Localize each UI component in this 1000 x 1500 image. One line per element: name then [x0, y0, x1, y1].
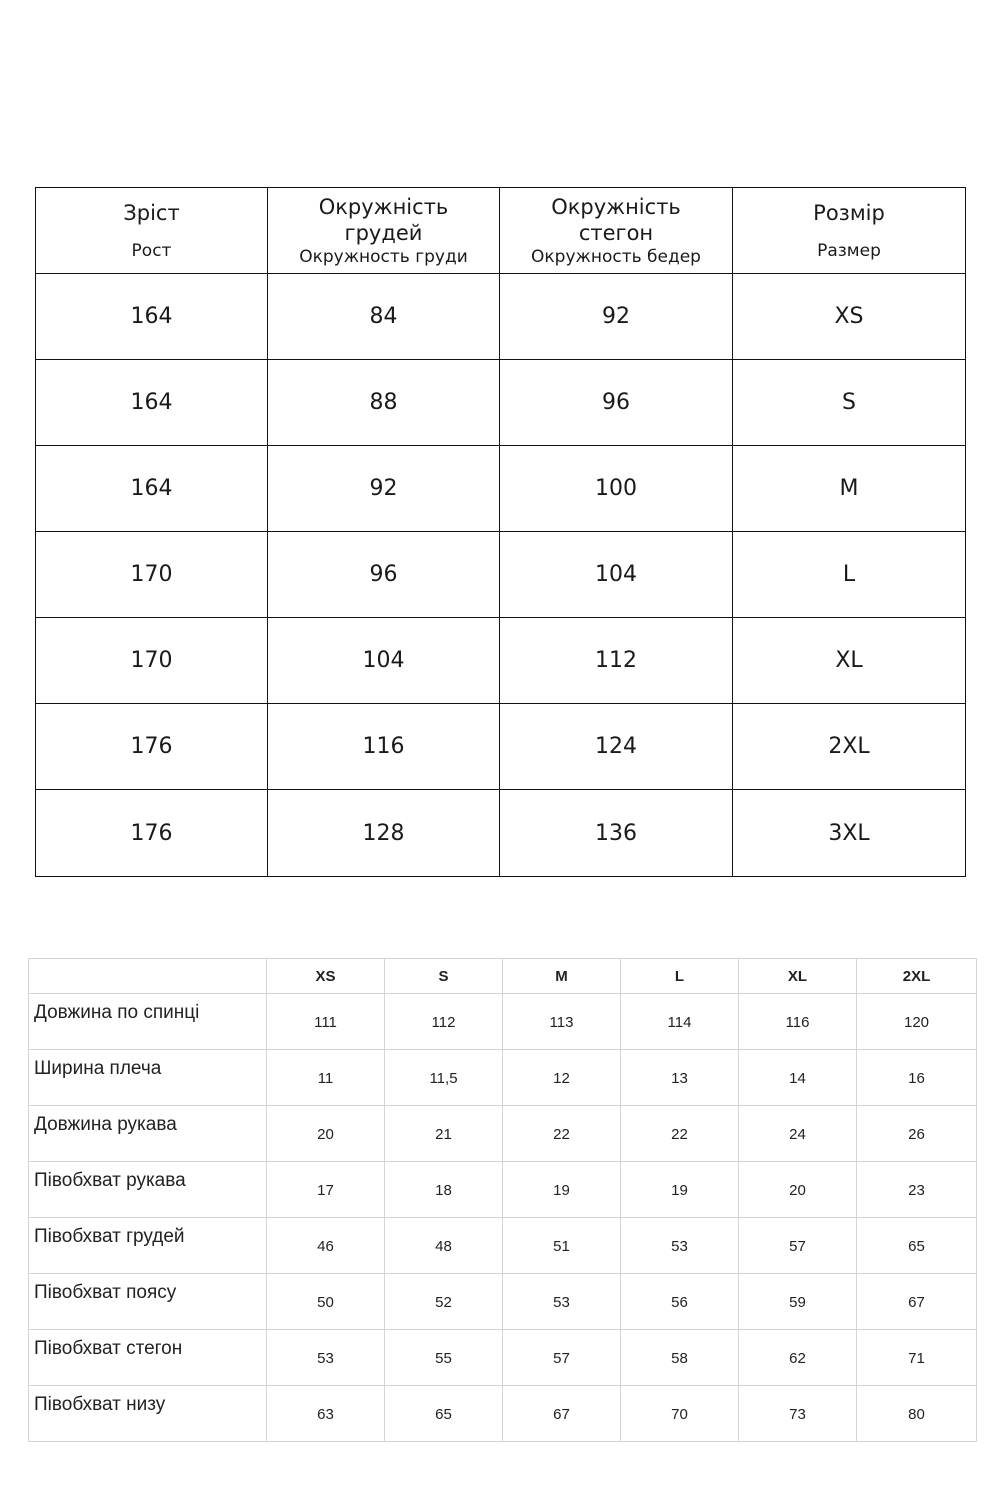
measurement-value: 120: [857, 994, 977, 1050]
measurement-value: 65: [385, 1386, 503, 1442]
size-row: [36, 790, 966, 877]
size-cell: 100: [500, 446, 733, 532]
measurement-label: Півобхват стегон: [29, 1330, 267, 1386]
measurement-value: 23: [857, 1162, 977, 1218]
measurement-row: [29, 1106, 977, 1162]
measurement-row: [29, 1050, 977, 1106]
size-cell: XL: [733, 618, 966, 704]
size-column-header: XS: [267, 959, 385, 994]
measurement-value: 55: [385, 1330, 503, 1386]
measurement-value: 57: [503, 1330, 621, 1386]
size-cell: 124: [500, 704, 733, 790]
measurement-value: 112: [385, 994, 503, 1050]
size-cell: S: [733, 360, 966, 446]
measurement-value: 48: [385, 1218, 503, 1274]
measurement-value: 14: [739, 1050, 857, 1106]
measurement-value: 56: [621, 1274, 739, 1330]
measurement-value: 114: [621, 994, 739, 1050]
size-cell: 92: [500, 274, 733, 360]
measurement-value: 11: [267, 1050, 385, 1106]
size-cell: 176: [36, 790, 268, 877]
size-row: [36, 618, 966, 704]
size-cell: 88: [268, 360, 500, 446]
size-chart-table: [35, 187, 966, 877]
measurement-value: 67: [503, 1386, 621, 1442]
measurement-value: 53: [267, 1330, 385, 1386]
header-sub: Размер: [817, 240, 881, 261]
measurement-row: [29, 1386, 977, 1442]
size-cell: 104: [268, 618, 500, 704]
measurement-label: Ширина плеча: [29, 1050, 267, 1106]
measurement-label: Півобхват поясу: [29, 1274, 267, 1330]
size-row: [36, 360, 966, 446]
size-cell: 164: [36, 274, 268, 360]
measurement-value: 18: [385, 1162, 503, 1218]
header-main: Окружність грудей: [318, 194, 449, 245]
size-row: [36, 274, 966, 360]
measurement-value: 20: [739, 1162, 857, 1218]
size-cell: 164: [36, 446, 268, 532]
size-cell: 2XL: [733, 704, 966, 790]
measurement-value: 20: [267, 1106, 385, 1162]
header-main: Розмір: [813, 200, 885, 225]
measurement-value: 12: [503, 1050, 621, 1106]
measurement-row: [29, 1330, 977, 1386]
measurement-value: 17: [267, 1162, 385, 1218]
measurement-value: 22: [503, 1106, 621, 1162]
size-cell: 176: [36, 704, 268, 790]
measurement-value: 16: [857, 1050, 977, 1106]
size-cell: 96: [268, 532, 500, 618]
size-cell: 170: [36, 618, 268, 704]
corner-cell: [29, 959, 267, 994]
measurement-value: 63: [267, 1386, 385, 1442]
header-height: [36, 188, 268, 274]
size-row: [36, 532, 966, 618]
measurement-row: [29, 994, 977, 1050]
size-cell: XS: [733, 274, 966, 360]
size-row: [36, 446, 966, 532]
size-cell: 104: [500, 532, 733, 618]
measurements-header-row: [29, 959, 977, 994]
measurement-value: 71: [857, 1330, 977, 1386]
measurement-value: 70: [621, 1386, 739, 1442]
measurement-row: [29, 1218, 977, 1274]
measurement-value: 59: [739, 1274, 857, 1330]
measurement-value: 22: [621, 1106, 739, 1162]
measurement-value: 24: [739, 1106, 857, 1162]
measurement-label: Півобхват низу: [29, 1386, 267, 1442]
measurement-value: 50: [267, 1274, 385, 1330]
size-column-header: M: [503, 959, 621, 994]
measurement-value: 67: [857, 1274, 977, 1330]
measurement-label: Півобхват рукава: [29, 1162, 267, 1218]
size-column-header: L: [621, 959, 739, 994]
measurement-value: 62: [739, 1330, 857, 1386]
measurement-value: 53: [503, 1274, 621, 1330]
measurement-label: Півобхват грудей: [29, 1218, 267, 1274]
header-size: [733, 188, 966, 274]
size-cell: 170: [36, 532, 268, 618]
size-column-header: XL: [739, 959, 857, 994]
size-cell: 92: [268, 446, 500, 532]
measurement-value: 116: [739, 994, 857, 1050]
measurement-value: 58: [621, 1330, 739, 1386]
size-cell: 164: [36, 360, 268, 446]
measurement-row: [29, 1162, 977, 1218]
size-cell: 96: [500, 360, 733, 446]
measurement-value: 111: [267, 994, 385, 1050]
measurement-value: 80: [857, 1386, 977, 1442]
measurement-value: 57: [739, 1218, 857, 1274]
header-sub: Рост: [131, 240, 172, 261]
header-chest: [268, 188, 500, 274]
size-chart-header-row: [36, 188, 966, 274]
header-sub: Окружность бедер: [531, 246, 701, 267]
measurement-value: 73: [739, 1386, 857, 1442]
header-main: Окружність стегон: [551, 194, 681, 245]
size-cell: 128: [268, 790, 500, 877]
measurement-value: 26: [857, 1106, 977, 1162]
header-main: Зріст: [123, 200, 180, 225]
measurement-value: 65: [857, 1218, 977, 1274]
measurement-value: 113: [503, 994, 621, 1050]
measurement-label: Довжина по спинці: [29, 994, 267, 1050]
size-cell: 136: [500, 790, 733, 877]
measurement-value: 53: [621, 1218, 739, 1274]
size-cell: 3XL: [733, 790, 966, 877]
size-row: [36, 704, 966, 790]
size-column-header: 2XL: [857, 959, 977, 994]
size-cell: 112: [500, 618, 733, 704]
measurement-value: 51: [503, 1218, 621, 1274]
measurement-label: Довжина рукава: [29, 1106, 267, 1162]
measurement-value: 13: [621, 1050, 739, 1106]
size-column-header: S: [385, 959, 503, 994]
measurement-value: 21: [385, 1106, 503, 1162]
size-cell: 116: [268, 704, 500, 790]
measurement-value: 11,5: [385, 1050, 503, 1106]
measurement-value: 19: [503, 1162, 621, 1218]
size-cell: L: [733, 532, 966, 618]
measurement-value: 52: [385, 1274, 503, 1330]
measurement-row: [29, 1274, 977, 1330]
measurement-value: 19: [621, 1162, 739, 1218]
header-hips: [500, 188, 733, 274]
measurements-table: [28, 958, 977, 1442]
size-cell: M: [733, 446, 966, 532]
size-cell: 84: [268, 274, 500, 360]
measurement-value: 46: [267, 1218, 385, 1274]
header-sub: Окружность груди: [299, 246, 468, 267]
